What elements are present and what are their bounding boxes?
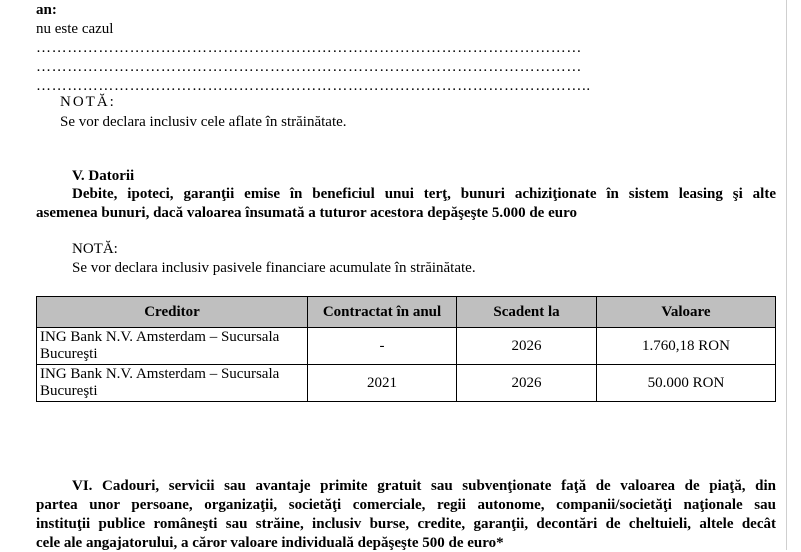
column-header-due-date: Scadent la [457, 297, 597, 328]
nota-title: NOTĂ: [72, 241, 118, 257]
cell-contract-year: - [308, 328, 457, 365]
section-vi-title: VI. Cadouri, servicii sau avantaje primite gratuit sau subvenţionate faţă de valoarea de piaţă, din [72, 478, 776, 494]
debts-table [36, 296, 776, 402]
field-value: nu este cazul [36, 21, 114, 37]
nota-title: NOTĂ: [60, 94, 116, 110]
nota-text: Se vor declara inclusiv cele aflate în străinătate. [60, 114, 347, 130]
section-description: Debite, ipoteci, garanţii emise în beneficiul unui terţ, bunuri achiziţionate în sistem leasing şi alte [72, 186, 776, 202]
cell-due-date: 2026 [457, 328, 597, 365]
dotted-line: …………………………………………………………………………………………… [36, 59, 582, 75]
section-description: asemenea bunuri, dacă valoarea însumată a tuturor acestora depăşeşte 5.000 de euro [36, 205, 577, 221]
cell-value: 50.000 RON [597, 365, 776, 402]
table-header-row [37, 297, 776, 328]
dotted-line: …………………………………………………………………………………………… [36, 40, 582, 56]
column-header-contract-year: Contractat în anul [308, 297, 457, 328]
cell-creditor: ING Bank N.V. Amsterdam – Sucursala Bucureşti [37, 328, 308, 365]
section-vi-text: cele ale angajatorului, a căror valoare individuală depăşeşte 500 de euro* [36, 535, 504, 551]
column-header-creditor: Creditor [37, 297, 308, 328]
cell-value: 1.760,18 RON [597, 328, 776, 365]
nota-text: Se vor declara inclusiv pasivele financiare acumulate în străinătate. [72, 260, 476, 276]
page-edge-rule [786, 0, 787, 550]
cell-creditor: ING Bank N.V. Amsterdam – Sucursala Bucureşti [37, 365, 308, 402]
table-row [37, 328, 776, 365]
section-vi-text: partea unor persoane, organizaţii, societăţi comerciale, regii autonome, companii/societăţi naţionale sau [36, 497, 776, 513]
cell-due-date: 2026 [457, 365, 597, 402]
dotted-line: …………………………………………………………………………………………….. [36, 78, 591, 94]
field-label: an: [36, 2, 57, 18]
section-vi-text: instituţii publice româneşti sau străine, inclusiv burse, credite, garanţii, decontări de cheltuieli, altele decât [36, 516, 776, 532]
cell-contract-year: 2021 [308, 365, 457, 402]
column-header-value: Valoare [597, 297, 776, 328]
table-row [37, 365, 776, 402]
section-title: V. Datorii [72, 168, 135, 184]
